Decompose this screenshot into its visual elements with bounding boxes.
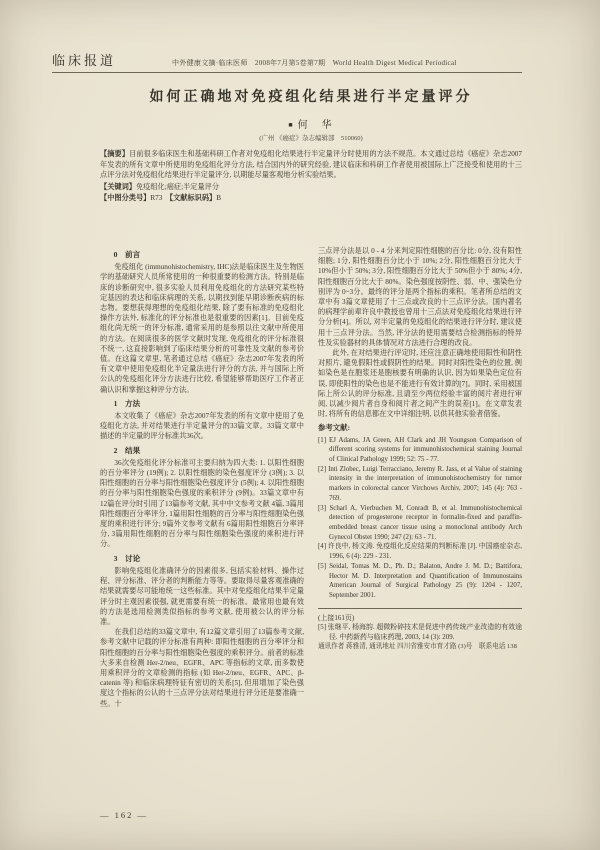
abstract-text: 目前很多临床医生和基础科研工作者对免疫组化结果进行半定量评分时使用的方法不规范。本文通过总结《癌症》杂志2007年发表的所有文章中所使用的免疫组化评分方法, 结合国内外的研究经验, 建议临床和科研工作者使用被国际上广泛接受和使用的十三点评分法对免疫组化结果进行半定量评分, 以期能尽量客观地分析实验结果。	[100, 150, 522, 180]
section-heading-discussion: 3 讨论	[113, 553, 141, 563]
paragraph-discussion-2: 在我们总结的33篇文章中, 有12篇文章引用了13篇参考文献, 参考文献中记载的评分标准有两种: 即阳性细胞的百分率评分和阳性细胞的百分率与阳性细胞染色强度的乘积评分。前者的标准大多来自检测 Her-2/neu、EGFR、APC 等指标的文章, 而多数使用乘积评分的文章检测的指标 (如 Her-2/neu、EGFR、APC、β-catenin 等) 和临床病理特征有密切的关系[5], 但用增加了染色强度这个指标的公认的十三点评分法对结果进行评分还是要准确一些。十	[100, 628, 304, 708]
author-bullet-icon: ■	[288, 121, 295, 129]
author-name: 何 华	[297, 120, 334, 131]
author-line	[100, 116, 522, 131]
reference-item: [5] Seidal, Tomas M. D., Ph. D.; Balaton, Andre J. M. D.; Battifora, Hector M. D. Interpretation and Quantification of Immunostains American Journal of Surgical Pathology 25 (9): 1204 - 1207, September 2001.	[318, 562, 522, 599]
doc-code-label: 【文献标识码】	[169, 194, 217, 203]
reference-item: [3] Scharl A, Vierbuchen M, Conradt B, et al. Immunohistochemical detection of progesterone receptor in formalin-fixed and paraffin-embedded breast cancer tissue using a monoclonal antibody Arch Gynecol Obstet 1990; 247 (2): 63 - 71.	[318, 504, 522, 541]
section-heading-results: 2 结果	[113, 445, 141, 455]
continued-reference: [5] 张继平, 杨海韵. 超微粉碎技术是促进中药传统产业改造的有效途径. 中药新药与临床药理, 2003, 14 (3): 209.	[318, 623, 522, 641]
clc-label: 【中图分类号】	[100, 194, 151, 203]
section-heading-preface: 0 前言	[113, 250, 141, 259]
right-column	[318, 246, 522, 802]
section-heading-methods: 1 方法	[113, 398, 141, 408]
reference-item: [2] Inti Zlobec, Luigi Terracciano, Jeremy R. Jass, et al Value of staining intensity in the interpretation of immunohistochemistry for tumor markers in colorectal cancer Virchows Archiv, 2007; 145 (4): 763 - 769.	[318, 465, 522, 502]
references-heading: 参考文献:	[318, 423, 351, 433]
affiliation: (广州 《癌症》杂志编辑部 510060)	[259, 135, 363, 142]
body-columns	[100, 246, 522, 802]
journal-info-line: 中外健康文摘·临床医师 2008年7月第5卷第7期 World Health Digest Medical Periodical	[172, 59, 457, 67]
classification-line	[100, 193, 522, 204]
correspondence-line: 通讯作者 蒋雅清, 通讯地址 四川省雅安市育才路 (3)号 联系电话 138	[318, 643, 517, 651]
paragraph-continuation-2: 此外, 在对结果进行评定时, 还应注意正确地使用阳性和阴性对照片, 避免假阳性或假阴性的结果。同时对阳性染色的位置, 例如染色是在胞浆还是胞核要有明确的认识, 因为如果染色定位有误, 即使阳性的染色也是不能进行有效计算的[7]。同时, 采用被国际上所公认的评分标准, 且请至少两位经验丰富的阅片者进行审阅, 以减少阅片者自身和阅片者之间产生的误差[1]。在文章发表时, 将所有的信息都在文中详细注明, 以供其他实验者借鉴。	[318, 349, 522, 419]
abstract-label: 【摘要】	[100, 150, 130, 158]
reference-item: [4] 许良中, 杨文涛. 免疫组化反应结果的判断标准 [J]. 中国癌症杂志, 1996, 6 (4): 229 - 231.	[318, 543, 522, 561]
clc-value: R73	[150, 194, 163, 203]
page-number: — 162 —	[100, 810, 148, 820]
column-section-label: 临床报道	[52, 53, 117, 68]
left-column	[100, 246, 304, 802]
doc-code-value: B	[216, 194, 222, 203]
reference-item: [1] EJ Adams, JA Green, AH Clark and JH Youngson Comparison of different scoring systems for immunohistochemical staining Journal of Clinical Pathology 1999; 52: 75 - 77.	[318, 436, 522, 464]
keywords-text: 免疫组化;癌症;半定量评分	[135, 182, 220, 191]
article-title: 如何正确地对免疫组化结果进行半定量评分	[149, 90, 473, 105]
paragraph-discussion-1: 影响免疫组化准确评分的因素很多, 包括实验材料、操作过程、评分标准、评分者的判断能力等等。要取得尽量客观准确的结果就需要尽可能地统一这些标准。其中对免疫组化结果半定量评分时主观因素很强, 就更需要有统一的标准。最常用也最有效的方法是选用检测类似指标的参考文献, 使用被公认的评分标准。	[100, 566, 304, 626]
abstract	[100, 149, 522, 181]
keywords-line	[100, 182, 522, 193]
abstract-block	[100, 149, 522, 204]
paragraph-continuation-1: 三点评分法是以 0 - 4 分来判定阳性细胞的百分比: 0分, 没有阳性细胞; 1分, 阳性细胞百分比小于 10%; 2分, 阳性细胞百分比大于 10%但小于 50%; 3分, 阳性细胞百分比大于 50%但小于 80%; 4分, 阳性细胞百分比大于 80%。染色强度按阴性、弱、中、强染色分别评为 0~3分。最终的评分是两个指标的乘积。笔者所总结的文章中有 3篇文章使用了十三点或改良的十三点评分法。国内著名的病理学前辈许良中教授也曾用十三点法对免疫组化结果进行评分分析[4]。所以, 对半定量的免疫组化的结果进行评分时, 建议使用十三点评分法。当然, 评分法的使用需要结合检测指标的特异性及实验器材的具体情况对方法进行合理的改良。	[318, 247, 522, 347]
paragraph-preface: 免疫组化 (immunohistochemistry, IHC)法是临床医生及生物医学的基础研究人员所常使用的一种很重要的检测方法。特别是临床的诊断研究中, 很多实验人员利用免疫组化的方法研究某些特定基因的表达和临床病理的关系, 以期找到能早期诊断疾病的标志物。要想获得理想的免疫组化结果, 除了要有标准的免疫组化操作方法外, 标准化的评分标准也是很重要的因素[1]。目前免疫组化尚无统一的评分标准, 通常采用的是参照以往文献中所使用的方法。在阅读很多的医学文献时发现, 免疫组化的评分标准很不统一, 这直接影响到了临床结果分析的可靠性及文献的参考价值。在这篇文章里, 笔者通过总结《癌症》杂志2007年发表的所有文章中使用免疫组化半定量法进行评分的方法, 并与国际上所公认的免疫组化评分方法进行比较, 希望能够帮助医疗工作者正确认识和掌握这种评分方法。	[100, 263, 304, 394]
paragraph-methods: 本文收集了《癌症》杂志2007年发表的所有文章中使用了免疫组化方法, 并对结果进行半定量评分的33篇文章。33篇文章中描述的半定量的评分标准共36次。	[100, 412, 304, 441]
header-divider	[52, 72, 522, 73]
continued-from-label: (上接161页)	[318, 613, 355, 622]
paragraph-results: 36次免疫组化评分标准可主要归纳为四大类: 1. 以阳性细胞的百分率评分 (19例); 2. 以阳性细胞的染色强度评分 (3例); 3. 以阳性细胞的百分率与阳性细胞染色强度评分 (5例); 4. 以阳性细胞的百分率与阳性细胞染色强度的乘积评分 (9例)。33篇文章中有12篇在评分时引用了13篇参考文献, 其中中文参考文献 4篇, 3篇用阳性细胞百分率评分, 1篇用阳性细胞的百分率与阳性细胞染色强度的乘积进行评分; 9篇外文参考文献有 6篇用阳性细胞百分率评分, 3篇用阳性细胞的百分率与阳性细胞染色强度的乘积进行评分。	[100, 458, 304, 549]
continued-section-divider	[318, 608, 522, 609]
keywords-label: 【关键词】	[100, 182, 136, 191]
